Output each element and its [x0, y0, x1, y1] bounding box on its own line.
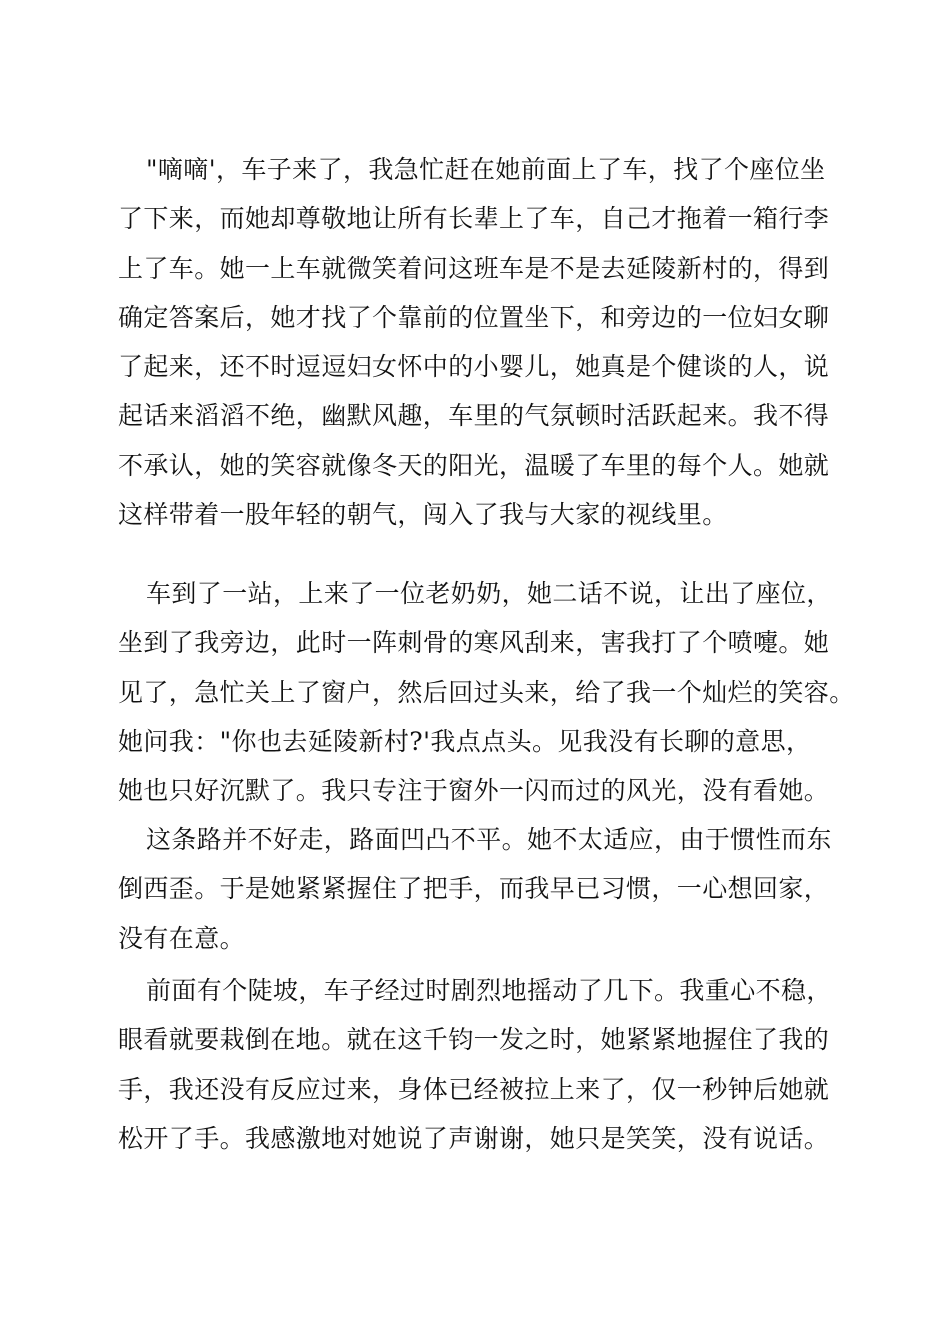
text-line: 车到了一站，上来了一位老奶奶，她二话不说，让出了座位， — [146, 579, 832, 608]
text-line: 见了，急忙关上了窗户，然后回过头来，给了我一个灿烂的笑容。 — [118, 677, 855, 707]
paragraph-3 — [118, 815, 858, 963]
text-line: 她问我："你也去延陵新村?'我点点头。见我没有长聊的意思， — [118, 726, 812, 756]
text-line: 上了车。她一上车就微笑着问这班车是不是去延陵新村的，得到 — [118, 253, 830, 283]
text-line: 没有在意。 — [118, 923, 246, 953]
text-line: 了起来，还不时逗逗妇女怀中的小婴儿，她真是个健谈的人，说 — [118, 352, 830, 382]
paragraph-2 — [118, 569, 858, 815]
text-line: 倒西歪。于是她紧紧握住了把手，而我早已习惯，一心想回家， — [118, 874, 830, 904]
text-line: 这样带着一股年轻的朝气，闯入了我与大家的视线里。 — [118, 500, 728, 530]
text-line: 她也只好沉默了。我只专注于窗外一闪而过的风光，没有看她。 — [118, 776, 830, 806]
text-line: 前面有个陡坡，车子经过时剧烈地摇动了几下。我重心不稳， — [146, 976, 832, 1005]
text-line: 了下来，而她却尊敬地让所有长辈上了车，自己才拖着一箱行李 — [118, 204, 830, 234]
paragraph-1 — [118, 145, 858, 539]
text-line: 坐到了我旁边，此时一阵刺骨的寒风刮来，害我打了个喷嚏。她 — [118, 628, 830, 658]
text-line: 不承认，她的笑容就像冬天的阳光，温暖了车里的每个人。她就 — [118, 450, 830, 480]
text-line: 确定答案后，她才找了个靠前的位置坐下，和旁边的一位妇女聊 — [118, 302, 830, 332]
text-line: 手，我还没有反应过来，身体已经被拉上来了，仅一秒钟后她就 — [118, 1074, 830, 1104]
text-line: 这条路并不好走，路面凹凸不平。她不太适应，由于惯性而东 — [146, 825, 832, 854]
text-line: "嘀嘀'，车子来了，我急忙赶在她前面上了车，找了个座位坐 — [146, 155, 826, 184]
text-line: 起话来滔滔不绝，幽默风趣，车里的气氛顿时活跃起来。我不得 — [118, 401, 830, 431]
text-line: 眼看就要栽倒在地。就在这千钧一发之时，她紧紧地握住了我的 — [118, 1025, 830, 1055]
text-line: 松开了手。我感激地对她说了声谢谢，她只是笑笑，没有说话。 — [118, 1123, 830, 1153]
paragraph-4 — [118, 966, 858, 1163]
